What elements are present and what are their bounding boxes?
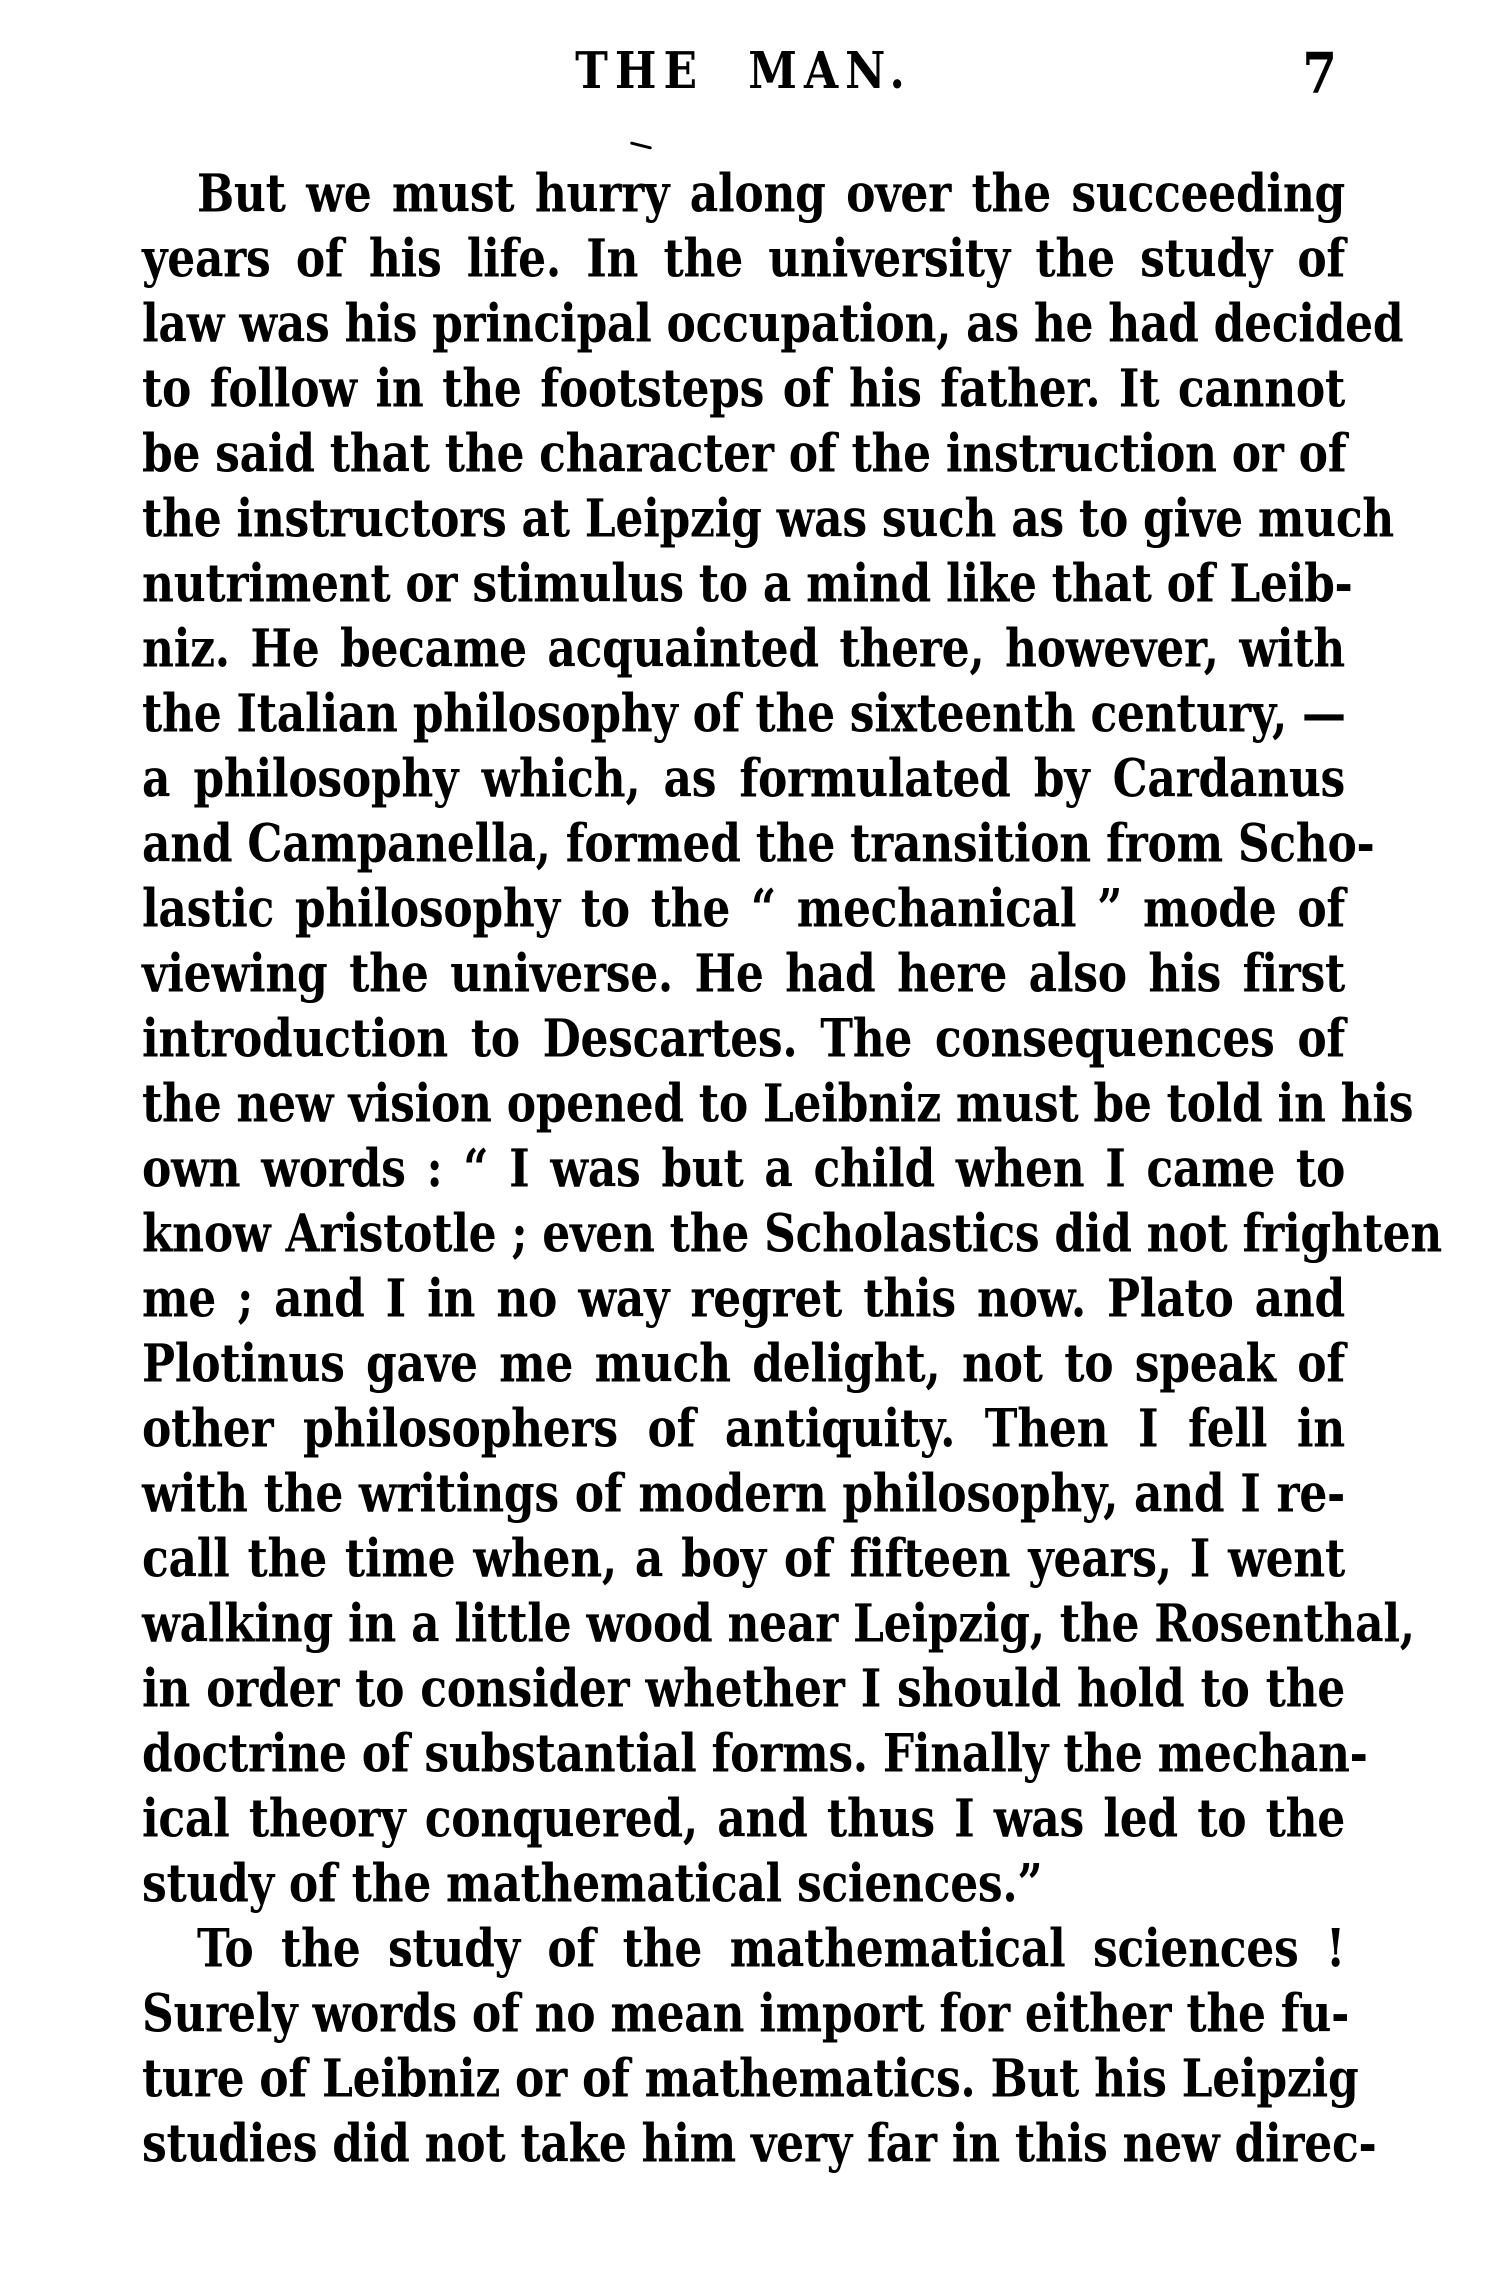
text-line: viewing the universe. He had here also his first — [142, 944, 1345, 1005]
text-line: introduction to Descartes. The consequences of — [142, 1009, 1345, 1070]
text-line: call the time when, a boy of fifteen years, I went — [142, 1529, 1345, 1590]
text-line: in order to consider whether I should hold to the — [142, 1659, 1345, 1720]
page-header — [142, 42, 1345, 112]
text-line: law was his principal occupation, as he had decided — [142, 294, 1404, 355]
text-line: and Campanella, formed the transition from Scho- — [142, 814, 1375, 875]
text-line: ical theory conquered, and thus I was led to the — [142, 1789, 1345, 1850]
text-line: Surely words of no mean import for either the fu- — [142, 1984, 1350, 2045]
text-line: But we must hurry along over the succeeding — [197, 164, 1345, 225]
text-line: the new vision opened to Leibniz must be told in his — [142, 1074, 1414, 1135]
text-line: with the writings of modern philosophy, and I re- — [142, 1464, 1345, 1525]
page-number: 7 — [1302, 40, 1337, 107]
text-line: lastic philosophy to the “ mechanical ” mode of — [142, 879, 1345, 940]
text-line: the instructors at Leipzig was such as to give much — [142, 489, 1394, 550]
ink-scratch-mark — [630, 141, 652, 149]
text-line: study of the mathematical sciences.” — [142, 1854, 1043, 1915]
text-line: ture of Leibniz or of mathematics. But his Leipzig — [142, 2049, 1359, 2110]
text-line: studies did not take him very far in this new direc- — [142, 2114, 1377, 2175]
text-line: niz. He became acquainted there, however, with — [142, 619, 1345, 680]
text-line: a philosophy which, as formulated by Cardanus — [142, 749, 1345, 810]
text-line: to follow in the footsteps of his father. It cannot — [142, 359, 1345, 420]
text-line: Plotinus gave me much delight, not to speak of — [142, 1334, 1345, 1395]
text-line: the Italian philosophy of the sixteenth century, — — [142, 684, 1346, 745]
text-line: own words : “ I was but a child when I came to — [142, 1139, 1345, 1200]
text-line: know Aristotle ; even the Scholastics did not frighten — [142, 1204, 1442, 1265]
text-line: me ; and I in no way regret this now. Plato and — [142, 1269, 1345, 1330]
text-line: years of his life. In the university the study of — [142, 229, 1345, 290]
text-line: other philosophers of antiquity. Then I fell in — [142, 1399, 1345, 1460]
text-line: walking in a little wood near Leipzig, the Rosenthal, — [142, 1594, 1415, 1655]
page-title: THE MAN. — [575, 42, 912, 101]
text-line: To the study of the mathematical sciences ! — [197, 1919, 1345, 1980]
text-line: doctrine of substantial forms. Finally the mechan- — [142, 1724, 1368, 1785]
body-text — [142, 162, 1442, 2177]
text-line: be said that the character of the instruction or of — [142, 424, 1347, 485]
text-line: nutriment or stimulus to a mind like that of Leib- — [142, 554, 1353, 615]
